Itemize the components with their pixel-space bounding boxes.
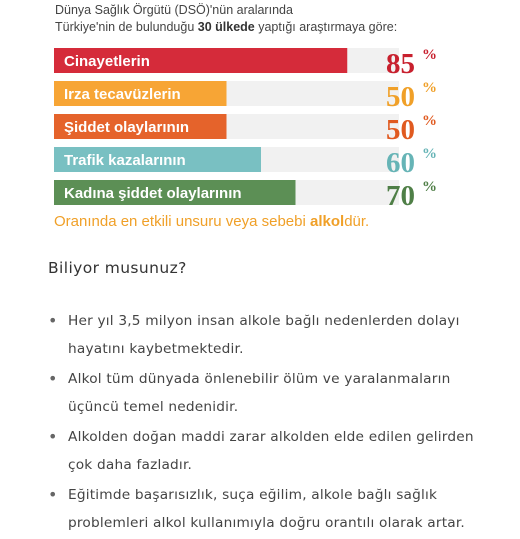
list-item (48, 423, 488, 479)
footnote-highlight: alkol (310, 213, 345, 230)
list-item (48, 365, 488, 421)
list-item (48, 307, 488, 363)
bullet-icon: • (48, 311, 58, 330)
list-item-text: Alkol tüm dünyada önlenebilir ölüm ve yaralanmaların üçüncü temel nedenidir. (68, 371, 451, 415)
percent-sign: % (422, 146, 437, 162)
footnote-post: dür. (344, 213, 370, 230)
header-line-2-bold: 30 ülkede (197, 20, 255, 34)
percent-sign: % (422, 80, 437, 96)
header-line-1: Dünya Sağlık Örgütü (DSÖ)'nün aralarında (55, 3, 293, 17)
category-label: Cinayetlerin (64, 53, 150, 70)
bullet-icon: • (48, 369, 58, 388)
bar-chart (50, 44, 450, 212)
value-label: 50 (386, 114, 415, 146)
header-line-2-pre: Türkiye'nin de bulunduğu (55, 20, 198, 34)
footnote-pre: Oranında en etkili unsuru veya sebebi (54, 213, 310, 230)
header-line-2-post: yaptığı araştırmaya göre: (254, 20, 398, 34)
bullet-icon: • (48, 427, 58, 446)
section-title: Biliyor musunuz? (48, 259, 187, 277)
category-label: Şiddet olaylarının (64, 119, 190, 136)
list-item (48, 481, 488, 537)
category-label: Trafik kazalarının (64, 152, 186, 169)
percent-sign: % (422, 47, 437, 63)
chart-footnote (54, 213, 369, 230)
category-label: Kadına şiddet olaylarının (64, 185, 242, 202)
bullet-icon: • (48, 485, 58, 504)
value-label: 85 (386, 48, 415, 80)
category-label: Irza tecavüzlerin (64, 86, 181, 103)
fact-list (48, 307, 488, 537)
value-label: 50 (386, 81, 415, 113)
percent-sign: % (422, 113, 437, 129)
list-item-text: Alkolden doğan maddi zarar alkolden elde edilen gelirden çok daha fazladır. (68, 429, 474, 473)
value-label: 60 (386, 147, 415, 179)
percent-sign: % (422, 179, 437, 195)
value-label: 70 (386, 180, 415, 212)
list-item-text: Her yıl 3,5 milyon insan alkole bağlı nedenlerden dolayı hayatını kaybetmektedir. (68, 313, 460, 357)
chart-header (55, 2, 397, 36)
article (48, 259, 488, 539)
header-line-2 (55, 19, 397, 36)
infographic (50, 0, 450, 240)
list-item-text: Eğitimde başarısızlık, suça eğilim, alkole bağlı sağlık problemleri alkol kullanımıyla doğru orantılı olarak artar. (68, 487, 465, 531)
